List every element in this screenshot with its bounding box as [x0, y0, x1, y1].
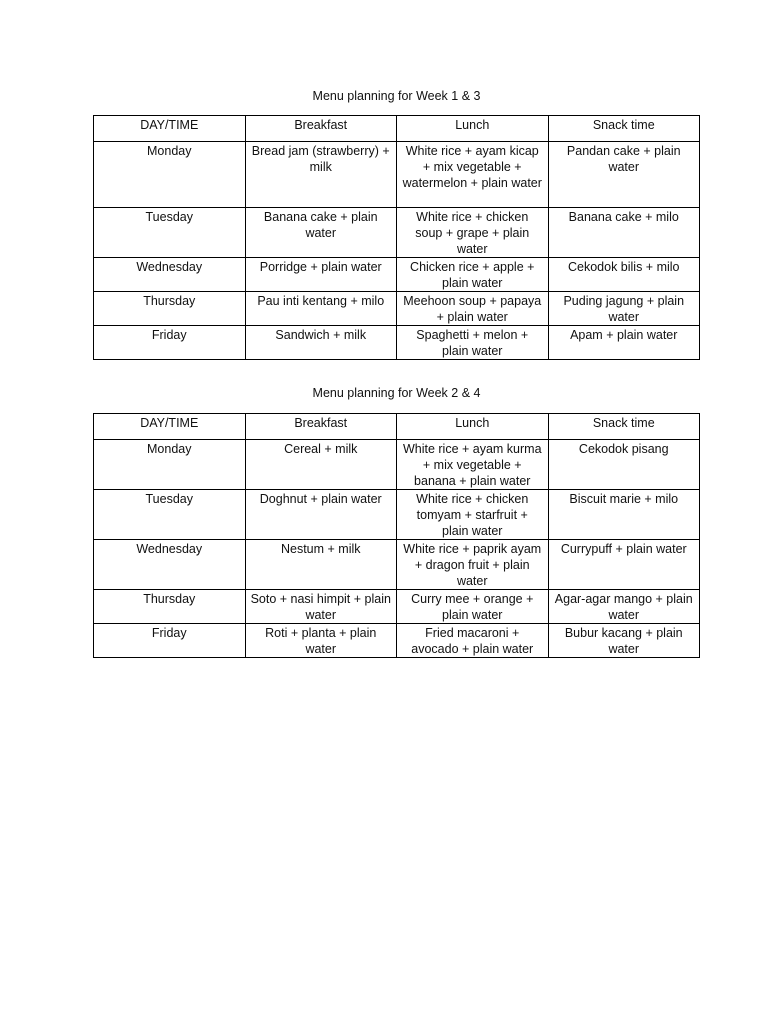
lunch-cell: White rice + chicken soup + grape + plain water — [397, 208, 549, 258]
snack-cell: Cekodok bilis + milo — [548, 258, 700, 292]
day-cell: Thursday — [94, 292, 246, 326]
snack-cell: Banana cake + milo — [548, 208, 700, 258]
day-cell: Monday — [94, 142, 246, 208]
table-row-wednesday — [94, 540, 700, 590]
header-lunch: Lunch — [397, 116, 549, 142]
table-header-row — [94, 414, 700, 440]
header-lunch: Lunch — [397, 414, 549, 440]
lunch-cell: Meehoon soup + papaya + plain water — [397, 292, 549, 326]
breakfast-cell: Pau inti kentang + milo — [245, 292, 397, 326]
table-header-row — [94, 116, 700, 142]
breakfast-cell: Soto + nasi himpit + plain water — [245, 590, 397, 624]
table-row-friday — [94, 326, 700, 360]
lunch-cell: Curry mee + orange + plain water — [397, 590, 549, 624]
day-cell: Thursday — [94, 590, 246, 624]
day-cell: Tuesday — [94, 208, 246, 258]
table-row-tuesday — [94, 490, 700, 540]
breakfast-cell: Cereal + milk — [245, 440, 397, 490]
snack-cell: Agar-agar mango + plain water — [548, 590, 700, 624]
menu-table-week-2-4 — [93, 413, 700, 658]
header-breakfast: Breakfast — [245, 414, 397, 440]
breakfast-cell: Banana cake + plain water — [245, 208, 397, 258]
lunch-cell: White rice + paprik ayam + dragon fruit + plain water — [397, 540, 549, 590]
breakfast-cell: Bread jam (strawberry) + milk — [245, 142, 397, 208]
header-snack-time: Snack time — [548, 116, 700, 142]
header-day-time: DAY/TIME — [94, 414, 246, 440]
snack-cell: Apam + plain water — [548, 326, 700, 360]
table-row-thursday — [94, 292, 700, 326]
table-row-wednesday — [94, 258, 700, 292]
header-day-time: DAY/TIME — [94, 116, 246, 142]
lunch-cell: Chicken rice + apple + plain water — [397, 258, 549, 292]
snack-cell: Puding jagung + plain water — [548, 292, 700, 326]
day-cell: Friday — [94, 326, 246, 360]
snack-cell: Pandan cake + plain water — [548, 142, 700, 208]
snack-cell: Bubur kacang + plain water — [548, 624, 700, 658]
table-row-friday — [94, 624, 700, 658]
menu-title-week-2-4: Menu planning for Week 2 & 4 — [312, 386, 481, 400]
table-row-monday — [94, 142, 700, 208]
table-row-tuesday — [94, 208, 700, 258]
breakfast-cell: Doghnut + plain water — [245, 490, 397, 540]
menu-title-week-1-3: Menu planning for Week 1 & 3 — [312, 89, 481, 103]
table-row-monday — [94, 440, 700, 490]
snack-cell: Biscuit marie + milo — [548, 490, 700, 540]
day-cell: Wednesday — [94, 540, 246, 590]
day-cell: Wednesday — [94, 258, 246, 292]
table-row-thursday — [94, 590, 700, 624]
lunch-cell: White rice + chicken tomyam + starfruit + plain water — [397, 490, 549, 540]
day-cell: Monday — [94, 440, 246, 490]
header-breakfast: Breakfast — [245, 116, 397, 142]
breakfast-cell: Nestum + milk — [245, 540, 397, 590]
lunch-cell: White rice + ayam kurma + mix vegetable + banana + plain water — [397, 440, 549, 490]
menu-table-week-1-3 — [93, 115, 700, 360]
day-cell: Tuesday — [94, 490, 246, 540]
breakfast-cell: Roti + planta + plain water — [245, 624, 397, 658]
header-snack-time: Snack time — [548, 414, 700, 440]
breakfast-cell: Sandwich + milk — [245, 326, 397, 360]
lunch-cell: White rice + ayam kicap + mix vegetable + watermelon + plain water — [397, 142, 549, 208]
day-cell: Friday — [94, 624, 246, 658]
snack-cell: Currypuff + plain water — [548, 540, 700, 590]
lunch-cell: Spaghetti + melon + plain water — [397, 326, 549, 360]
breakfast-cell: Porridge + plain water — [245, 258, 397, 292]
lunch-cell: Fried macaroni + avocado + plain water — [397, 624, 549, 658]
snack-cell: Cekodok pisang — [548, 440, 700, 490]
